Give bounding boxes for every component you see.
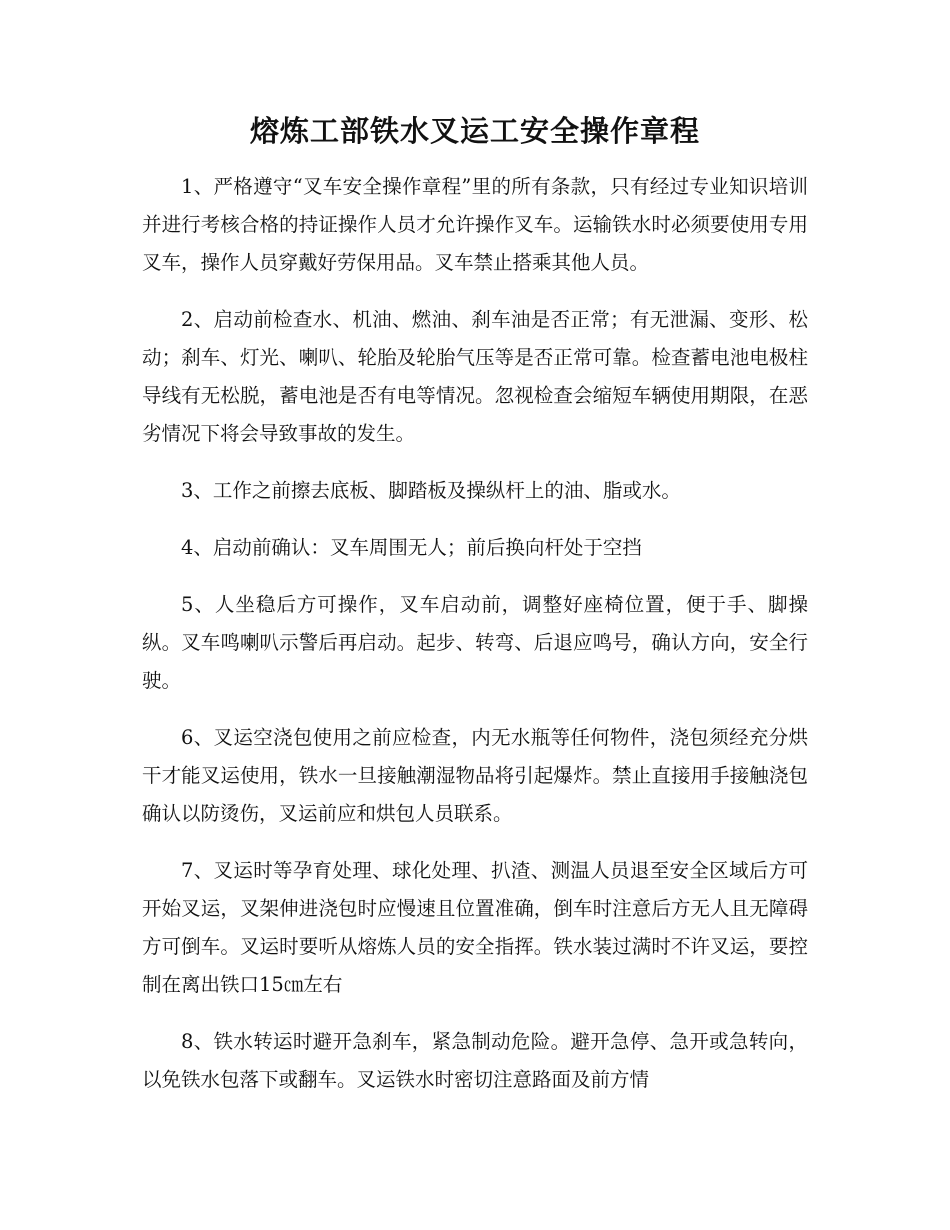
document-page xyxy=(142,108,808,1118)
document-title: 熔炼工部铁水叉运工安全操作章程 xyxy=(249,114,700,148)
paragraph-3: 3、工作之前擦去底板、脚踏板及操纵杆上的油、脂或水。 xyxy=(181,479,681,502)
paragraph-2: 2、启动前检查水、机油、燃油、刹车油是否正常；有无泄漏、变形、松动；刹车、灯光、喇叭、轮胎及轮胎气压等是否正常可靠。检查蓄电池电极柱导线有无松脱，蓄电池是否有电等情况。忽视检查会缩短车辆使用期限，在恶劣情况下将会导致事故的发生。 xyxy=(142,308,808,445)
paragraph-8: 8、铁水转运时避开急刹车，紧急制动危险。避开急停、急开或急转向，以免铁水包落下或翻车。叉运铁水时密切注意路面及前方情 xyxy=(142,1030,808,1091)
paragraph-4: 4、启动前确认：叉车周围无人；前后换向杆处于空挡 xyxy=(181,536,642,559)
paragraph-1: 1、严格遵守“叉车安全操作章程”里的所有条款，只有经过专业知识培训并进行考核合格的持证操作人员才允许操作叉车。运输铁水时必须要使用专用叉车，操作人员穿戴好劳保用品。叉车禁止搭乘其他人员。 xyxy=(142,175,808,274)
paragraph-5: 5、人坐稳后方可操作，叉车启动前，调整好座椅位置，便于手、脚操纵。叉车鸣喇叭示警后再启动。起步、转弯、后退应鸣号，确认方向，安全行驶。 xyxy=(142,593,808,692)
paragraph-6: 6、叉运空浇包使用之前应检查，内无水瓶等任何物件，浇包须经充分烘干才能叉运使用，铁水一旦接触潮湿物品将引起爆炸。禁止直接用手接触浇包确认以防烫伤，叉运前应和烘包人员联系。 xyxy=(142,726,808,825)
paragraph-7: 7、叉运时等孕育处理、球化处理、扒渣、测温人员退至安全区域后方可开始叉运，叉架伸进浇包时应慢速且位置准确，倒车时注意后方无人且无障碍方可倒车。叉运时要听从熔炼人员的安全指挥。铁水装过满时不许叉运，要控制在离出铁口15㎝左右 xyxy=(142,859,808,996)
